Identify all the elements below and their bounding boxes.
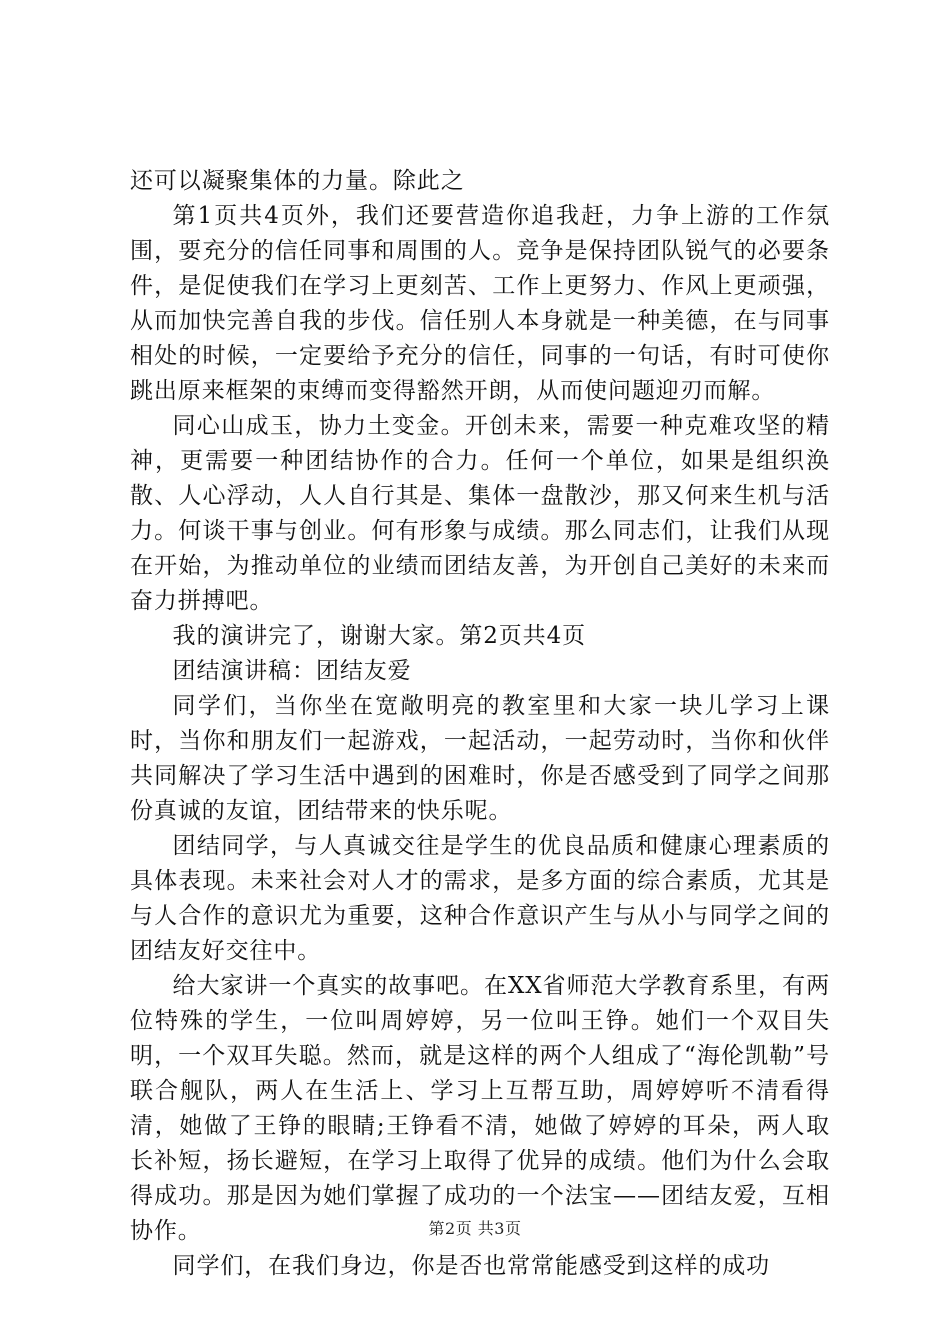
paragraph: 同学们，在我们身边，你是否也常常能感受到这样的成功: [172, 1253, 771, 1279]
paragraph: 第1页共4页外，我们还要营造你追我赶，力争上游的工作氛围，要充分的信任同事和周围的人。竞争是保持团队锐气的必要条件，是促使我们在学习上更刻苦、工作上更努力、作风上更顽强，从而加快完善自我的步伐。信任别人本身就是一种美德，在与同事相处的时候，一定要给予充分的信任，同事的一句话，有时可使你跳出原来框架的束缚而变得豁然开朗，从而使问题迎刃而解。: [130, 203, 830, 404]
paragraph: 团结同学，与人真诚交往是学生的优良品质和健康心理素质的具体表现。未来社会对人才的需求，是多方面的综合素质，尤其是与人合作的意识尤为重要，这种合作意识产生与从小与同学之间的团结友好交往中。: [130, 833, 830, 964]
paragraph: 同心山成玉，协力土变金。开创未来，需要一种克难攻坚的精神，更需要一种团结协作的合力。任何一个单位，如果是组织涣散、人心浮动，人人自行其是、集体一盘散沙，那又何来生机与活力。何谈干事与创业。何有形象与成绩。那么同志们，让我们从现在开始，为推动单位的业绩而团结友善，为开创自己美好的未来而奋力拼搏吧。: [130, 413, 830, 614]
paragraph: 同学们，当你坐在宽敞明亮的教室里和大家一块儿学习上课时，当你和朋友们一起游戏，一起活动，一起劳动时，当你和伙伴共同解决了学习生活中遇到的困难时，你是否感受到了同学之间那份真诚的友谊，团结带来的快乐呢。: [130, 693, 830, 824]
paragraph: 还可以凝聚集体的力量。除此之: [130, 168, 465, 194]
section-heading: 团结演讲稿：团结友爱: [172, 658, 412, 684]
paragraph: 给大家讲一个真实的故事吧。在XX省师范大学教育系里，有两位特殊的学生，一位叫周婷婷，另一位叫王铮。她们一个双目失明，一个双耳失聪。然而，就是这样的两个人组成了“海伦凯勒”号联合舰队，两人在生活上、学习上互帮互助，周婷婷听不清看得清，她做了王铮的眼睛;王铮看不清，她做了婷婷的耳朵，两人取长补短，扬长避短，在学习上取得了优异的成绩。他们为什么会取得成功。那是因为她们掌握了成功的一个法宝——团结友爱，互相协作。: [130, 973, 830, 1244]
document-body: [130, 164, 830, 1284]
paragraph: 我的演讲完了，谢谢大家。第2页共4页: [172, 623, 587, 649]
page-footer: 第2页 共3页: [428, 1219, 522, 1238]
